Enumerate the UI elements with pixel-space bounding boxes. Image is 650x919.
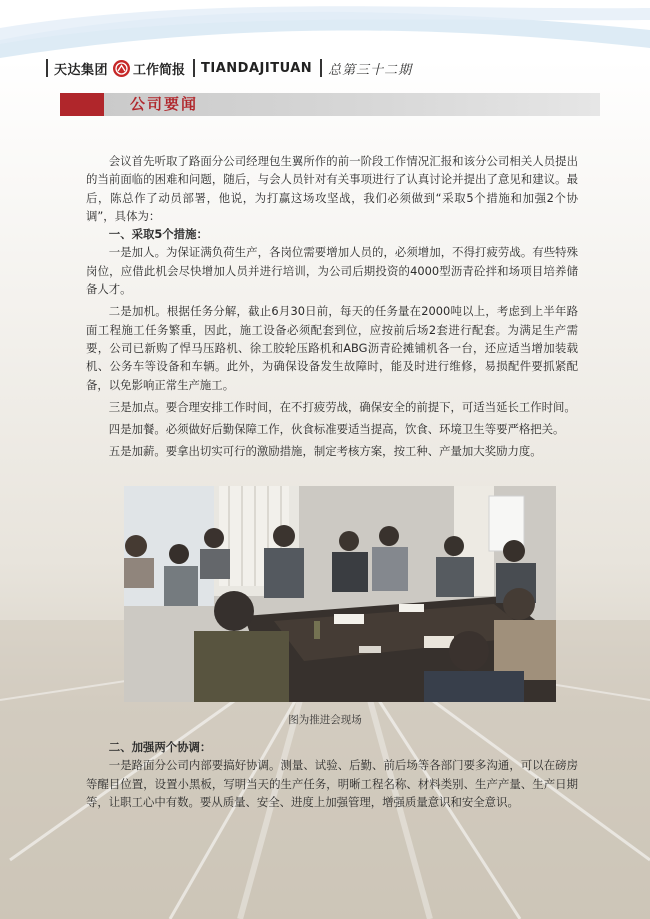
masthead [46,57,606,79]
section-header-bar [60,93,600,116]
paragraph: 四是加餐。必须做好后勤保障工作，伙食标准要适当提高，饮食、环境卫生等要严格把关。 [108,422,565,437]
subheading: 二、加强两个协调： [108,740,212,754]
masthead-divider [320,59,322,77]
masthead-divider [46,59,48,77]
paragraph: 三是加点。要合理安排工作时间，在不打疲劳战，确保安全的前提下，可适当延长工作时间。 [108,399,576,414]
paragraph: 会议首先听取了路面分公司经理包生翼所作的前一阶段工作情况汇报和该分公司相关人员提出的当前面临的困难和问题，随后，与会人员针对有关事项进行了认真讨论并提出了意见和建议。最后，陈总作了动员部署，他说，为打赢这场攻坚战，我们必须做到“采取5个措施和加强2个协调”，具体为： [86,154,578,223]
paragraph: 二是加机。根据任务分解，截止6月30日前，每天的任务量在2000吨以上，考虑到上半年路面工程施工任务繁重，因此，施工设备必须配套到位，应按前后场2套进行配套。为满足生产需要，公司已新购了悍马压路机、徐工胶轮压路机和ABG沥青砼摊铺机各一台，还应适当增加装载机、公务车等设备和车辆。此外，为确保设备发生故障时，能及时进行维修，易损配件要抓紧配备，以免影响正常生产施工。 [86,304,578,392]
meeting-photo [124,486,556,702]
article-body [86,152,578,461]
journal-name: 工作简报 [133,62,186,78]
paragraph: 一是路面分公司内部要搞好协调。测量、试验、后勤、前后场等各部门要多沟通，可以在磅房等醒目位置，设置小黑板，写明当天的生产任务，明晰工程名称、材料类别、生产产量、生产日期等，让职工心中有数。要从质量、安全、进度上加强管理，增强质量意识和安全意识。 [86,758,578,809]
group-name: 天达集团 [54,62,109,78]
subheading: 一、采取5个措施： [108,227,208,242]
section-title: 公司要闻 [130,95,199,113]
paragraph: 五是加薪。要拿出切实可行的激励措施，制定考核方案，按工种、产量加大奖励力度。 [108,444,542,459]
section-accent-block [60,93,104,116]
paragraph: 一是加人。为保证满负荷生产，各岗位需要增加人员的，必须增加，不得打疲劳战。有些特殊岗位，应借此机会尽快增加人员并进行培训，为公司后期投资的4000型沥青砼拌和场项目培养储备人才。 [86,245,578,297]
meeting-photo-illustration [124,486,556,702]
masthead-divider [193,59,195,77]
article-body-continued [86,738,578,811]
photo-caption: 图为推进会现场 [288,714,362,726]
issue-number: 总第三十二期 [328,62,413,78]
latin-name: TIANDAJITUAN [201,60,313,76]
company-logo-icon [113,60,130,77]
